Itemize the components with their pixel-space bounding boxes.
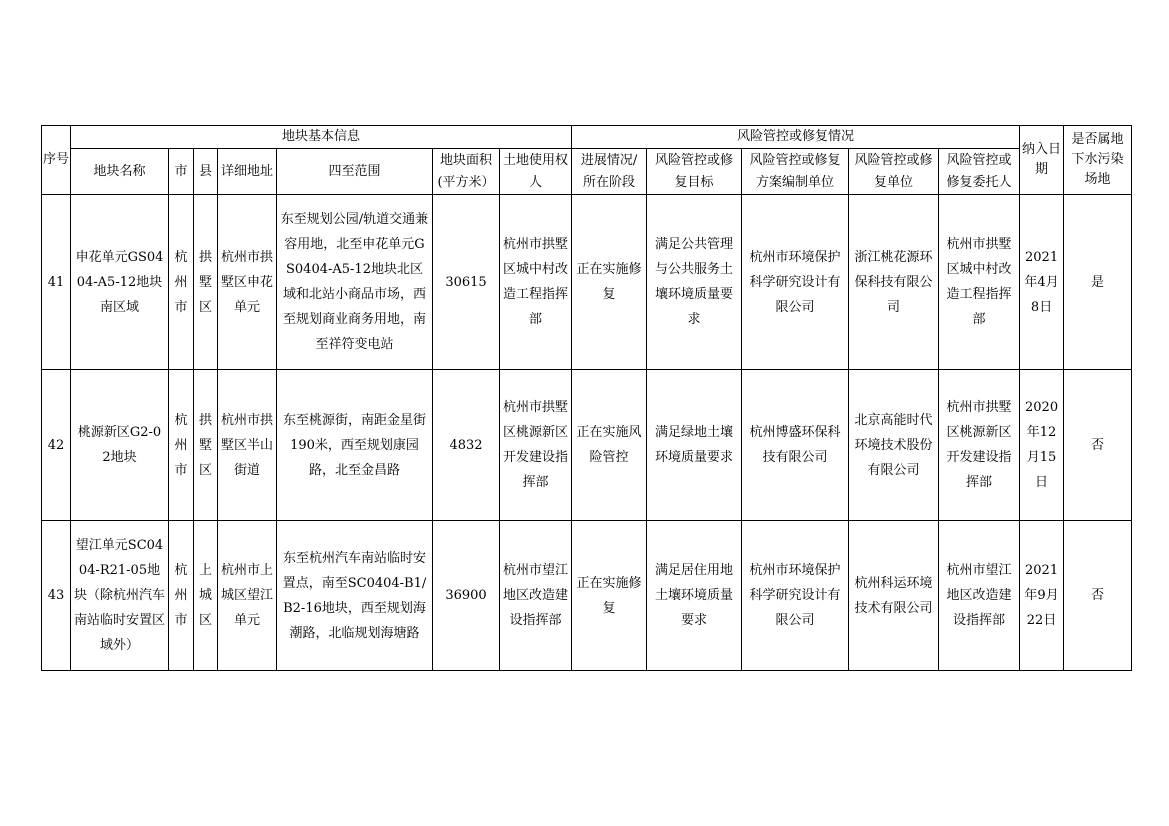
cell-seq: 43	[42, 521, 71, 671]
table-row	[42, 195, 1132, 370]
cell-progress: 正在实施修复	[572, 195, 647, 370]
col-seq-header: 序号	[42, 126, 71, 195]
cell-repair-unit: 北京高能时代环境技术股份有限公司	[849, 370, 939, 521]
col-repair-unit-header: 风险管控或修复单位	[849, 149, 939, 195]
cell-seq: 42	[42, 370, 71, 521]
col-area-header: 地块面积(平方米）	[433, 149, 500, 195]
cell-address: 杭州市上城区望江单元	[218, 521, 277, 671]
cell-plan-unit: 杭州市环境保护科学研究设计有限公司	[742, 195, 849, 370]
group-risk-header: 风险管控或修复情况	[572, 126, 1020, 149]
col-groundwater-header: 是否属地下水污染场地	[1064, 126, 1132, 195]
cell-name: 望江单元SC0404-R21-05地块（除杭州汽车南站临时安置区域外）	[71, 521, 169, 671]
cell-plan-unit: 杭州市环境保护科学研究设计有限公司	[742, 521, 849, 671]
cell-repair-unit: 浙江桃花源环保科技有限公司	[849, 195, 939, 370]
cell-target: 满足绿地土壤环境质量要求	[647, 370, 742, 521]
cell-client: 杭州市拱墅区桃源新区开发建设指挥部	[939, 370, 1020, 521]
table-row	[42, 521, 1132, 671]
header-row-groups	[42, 126, 1132, 149]
cell-name: 桃源新区G2-02地块	[71, 370, 169, 521]
cell-boundary: 东至杭州汽车南站临时安置点，南至SC0404-B1/B2-16地块，西至规划海潮路，北临规划海塘路	[277, 521, 433, 671]
cell-groundwater: 否	[1064, 521, 1132, 671]
col-progress-header: 进展情况/所在阶段	[572, 149, 647, 195]
cell-boundary: 东至桃源街，南距金星街190米，西至规划康园路，北至金昌路	[277, 370, 433, 521]
col-plan-unit-header: 风险管控或修复方案编制单位	[742, 149, 849, 195]
col-address-header: 详细地址	[218, 149, 277, 195]
group-basic-header: 地块基本信息	[71, 126, 572, 149]
col-client-header: 风险管控或修复委托人	[939, 149, 1020, 195]
cell-county: 拱墅区	[194, 195, 218, 370]
cell-repair-unit: 杭州科运环境技术有限公司	[849, 521, 939, 671]
cell-groundwater: 否	[1064, 370, 1132, 521]
cell-owner: 杭州市望江地区改造建设指挥部	[500, 521, 572, 671]
cell-owner: 杭州市拱墅区桃源新区开发建设指挥部	[500, 370, 572, 521]
cell-progress: 正在实施风险管控	[572, 370, 647, 521]
cell-date: 2020年12月15日	[1020, 370, 1064, 521]
cell-date: 2021年4月8日	[1020, 195, 1064, 370]
cell-date: 2021年9月22日	[1020, 521, 1064, 671]
cell-seq: 41	[42, 195, 71, 370]
col-date-header: 纳入日期	[1020, 126, 1064, 195]
col-target-header: 风险管控或修复目标	[647, 149, 742, 195]
cell-address: 杭州市拱墅区申花单元	[218, 195, 277, 370]
cell-client: 杭州市拱墅区城中村改造工程指挥部	[939, 195, 1020, 370]
cell-name: 申花单元GS0404-A5-12地块南区域	[71, 195, 169, 370]
site-table	[41, 125, 1132, 671]
cell-city: 杭州市	[169, 370, 194, 521]
cell-city: 杭州市	[169, 521, 194, 671]
cell-area: 36900	[433, 521, 500, 671]
col-name-header: 地块名称	[71, 149, 169, 195]
cell-target: 满足公共管理与公共服务土壤环境质量要求	[647, 195, 742, 370]
cell-city: 杭州市	[169, 195, 194, 370]
cell-area: 30615	[433, 195, 500, 370]
cell-client: 杭州市望江地区改造建设指挥部	[939, 521, 1020, 671]
cell-owner: 杭州市拱墅区城中村改造工程指挥部	[500, 195, 572, 370]
header-row-columns	[42, 149, 1132, 195]
table-row	[42, 370, 1132, 521]
cell-address: 杭州市拱墅区半山街道	[218, 370, 277, 521]
col-owner-header: 土地使用权人	[500, 149, 572, 195]
cell-groundwater: 是	[1064, 195, 1132, 370]
col-boundary-header: 四至范围	[277, 149, 433, 195]
cell-boundary: 东至规划公园/轨道交通兼容用地，北至申花单元GS0404-A5-12地块北区域和北站小商品市场，西至规划商业商务用地，南至祥符变电站	[277, 195, 433, 370]
cell-target: 满足居住用地土壤环境质量要求	[647, 521, 742, 671]
col-city-header: 市	[169, 149, 194, 195]
cell-progress: 正在实施修复	[572, 521, 647, 671]
cell-area: 4832	[433, 370, 500, 521]
cell-county: 上城区	[194, 521, 218, 671]
cell-county: 拱墅区	[194, 370, 218, 521]
col-county-header: 县	[194, 149, 218, 195]
cell-plan-unit: 杭州博盛环保科技有限公司	[742, 370, 849, 521]
